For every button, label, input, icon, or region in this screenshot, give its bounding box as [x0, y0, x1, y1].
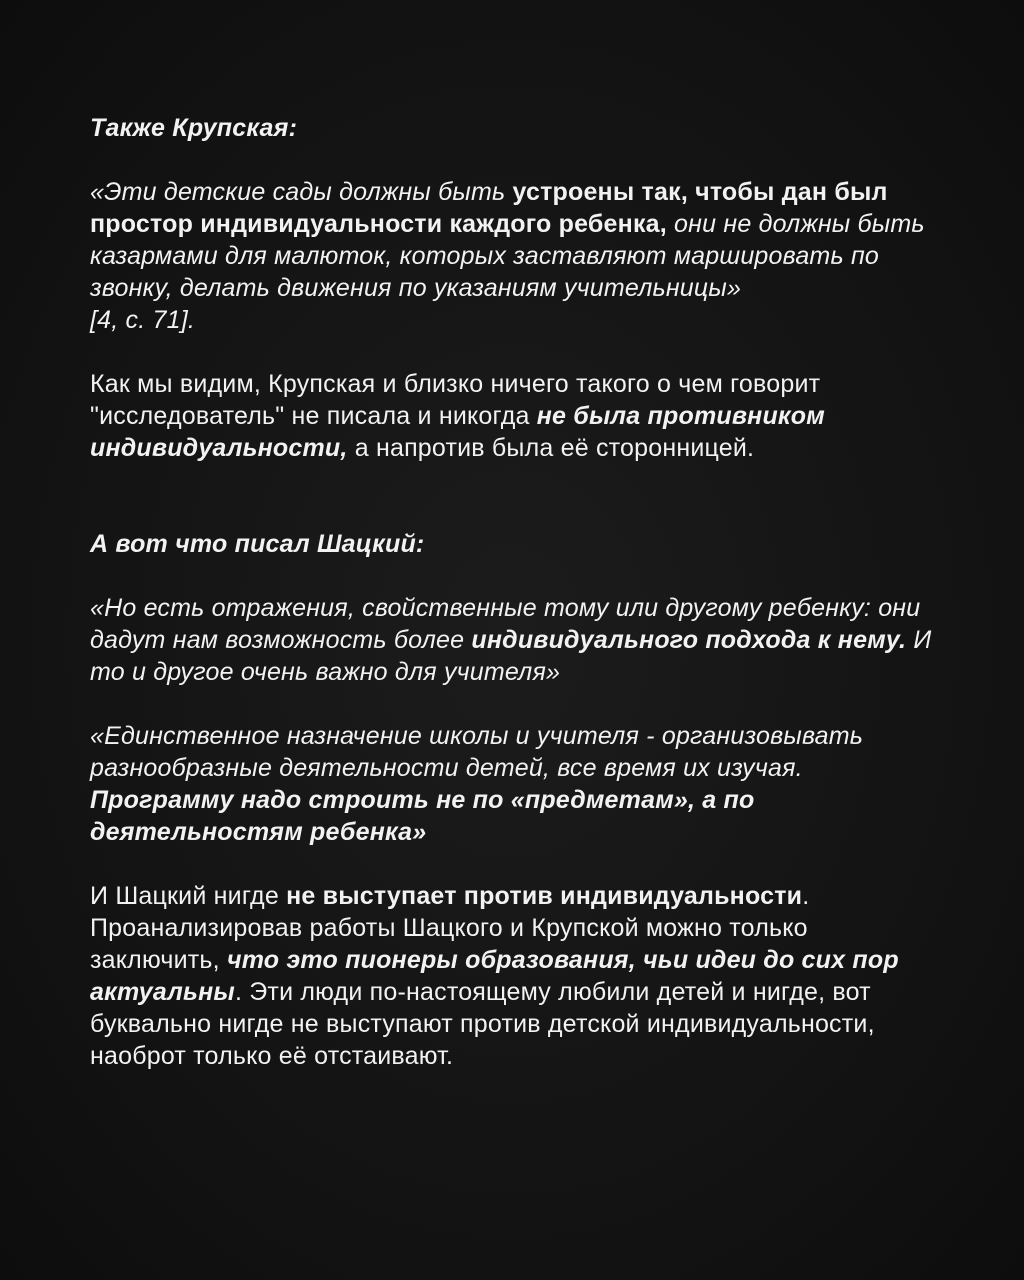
quote-shatsky-1 — [90, 592, 940, 688]
paragraph-text: . Проанализировав работы Шацкого и Крупской можно только заключить, — [90, 882, 810, 974]
paragraph-text: Как мы видим, Крупская и близко ничего такого о чем говорит "исследователь" не писала и никогда — [90, 370, 821, 430]
section-heading-krupskaya: Также Крупская: — [90, 114, 298, 142]
quote-krupskaya — [90, 176, 940, 304]
paragraph-text: . Эти люди по-настоящему любили детей и нигде, вот буквально нигде не выступают против детской индивидуальности, наоброт только её отстаивают. — [90, 978, 875, 1070]
quote-text: «Единственное назначение школы и учителя - организовывать разнообразные деятельности детей, все время их изучая. — [90, 722, 864, 782]
citation-reference: [4, с. 71]. — [90, 306, 196, 334]
section-heading-shatsky: А вот что писал Шацкий: — [90, 530, 425, 558]
paragraph-text: И Шацкий нигде — [90, 882, 287, 910]
quote-text: «Но есть отражения, свойственные тому или другому ребенку: они дадут нам возможность более — [90, 594, 921, 654]
paragraph-emphasis: что это пионеры образования, чьи идеи до сих пор актуальны — [90, 946, 899, 1006]
quote-emphasis: устроены так, чтобы дан был простор индивидуальности каждого ребенка, — [90, 178, 888, 238]
quote-text: «Эти детские сады должны быть — [90, 178, 513, 206]
quote-text: они не должны быть казармами для малюток, которых заставляют маршировать по звонку, делать движения по указаниям учительницы» — [90, 210, 925, 302]
paragraph-emphasis: не была противником индивидуальности, — [90, 402, 825, 462]
article-text — [90, 112, 940, 1072]
paragraph-krupskaya-conclusion — [90, 368, 940, 464]
quote-shatsky-2 — [90, 720, 940, 848]
quote-emphasis: индивидуального подхода к нему. — [471, 626, 907, 654]
quote-emphasis: Программу надо строить не по «предметам», а по деятельностям ребенка» — [90, 786, 755, 846]
paragraph-conclusion — [90, 880, 940, 1072]
quote-text: И то и другое очень важно для учителя» — [90, 626, 932, 686]
paragraph-text: а напротив была её сторонницей. — [347, 434, 755, 462]
paragraph-emphasis: не выступает против индивидуальности — [286, 882, 803, 910]
